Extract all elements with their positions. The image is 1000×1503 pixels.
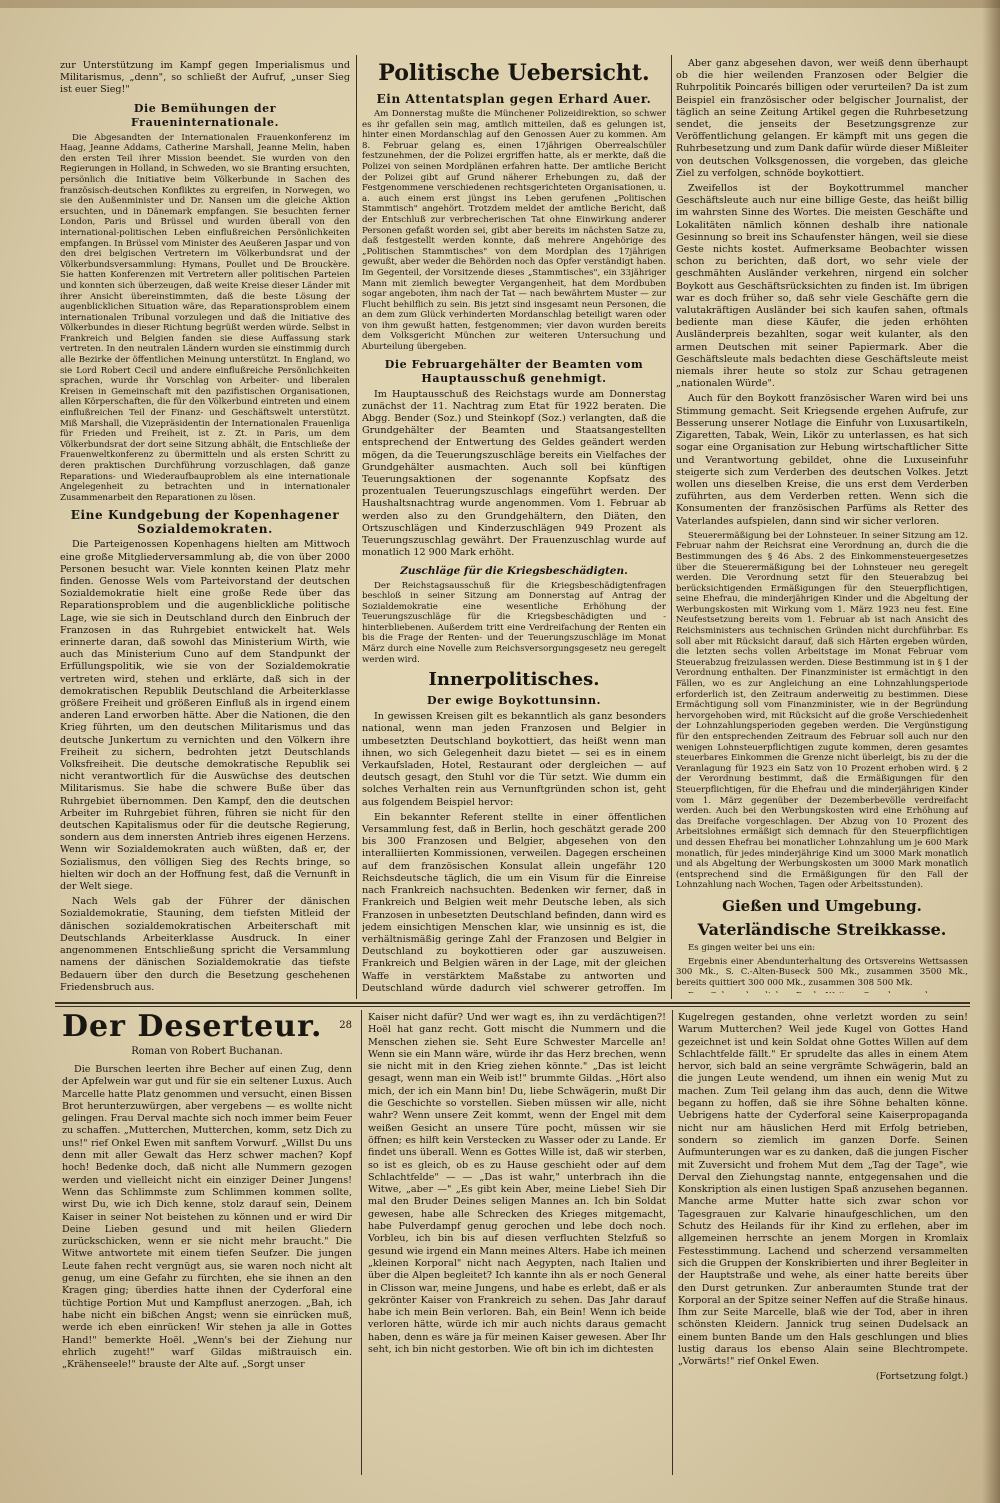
article-kopenhagen: Die Parteigenossen Kopenhagens hielten am Mittwoch eine große Mitgliederversammlung ab, die von über 2000 Personen besucht war. Viele konnten keinen Platz mehr finden. Genosse Wels vom Parteivorstand der deutschen Sozialdemokratie hielt eine große Rede über das Reparationsproblem und die augenblickliche politische Lage, wie sie sich in Deutschland durch den Einbruch der Franzosen in das Ruhrgebiet entwickelt hat. Wels erinnerte daran, daß sowohl das Ministerium Wirth, wie auch das Ministerium Cuno auf dem Standpunkt der Erfüllungspolitik, wie sie von der Sozialdemokratie vertreten wird, stehen und erklärte, daß sich in der demokratischen Republik Deutschland die Arbeiterklasse größere Freiheit und größeren Einfluß als in irgend einem anderen Land erworben hätte. Aber die Nationen, die den Krieg führten, um den deutschen Militarismus und das deutsche Junkertum zu vernichten und den Völkern ihre Freiheit zu sichern, bedrohten jetzt Deutschlands Volksfreiheit. Die deutsche demokratische Republik sei nicht verantwortlich für die Auswüchse des deutschen Militarismus. Sie habe die schwere Buße über das Ruhrgebiet übernommen. Den Kampf, den die deutschen Arbeiter im Ruhrgebiet führen, führen sie nicht für den deutschen Kapitalismus oder für die deutsche Regierung, sondern aus dem innersten Antrieb ihres eigenen Herzens. Wenn wir Sozialdemokraten auch wüßten, daß er, der Sozialismus, den völligen Sieg des Rechts bringe, so hielten wir doch an der Hoffnung fest, daß die Vernunft in der Welt siege.	[60, 539, 350, 893]
page-top-edge	[0, 0, 1000, 8]
column-divider-1	[356, 55, 357, 999]
column-3	[676, 58, 968, 993]
serial-divider-1	[361, 1010, 362, 1475]
heading-fraueninternationale: Die Bemühungen der Fraueninternationale.	[130, 101, 280, 129]
article-boykott-4: Zweifellos ist der Boykottrummel mancher Geschäftsleute auch nur eine billige Geste, das heißt billig im wahrsten Sinne des Wortes. Die meisten Geschäfte und Lokalitäten nämlich können deshalb ihre nationale Gesinnung so breit ins Schaufenster hängen, weil sie diese Geste nichts kostet. Aufmerksame Beobachter wissen schon zu berichten, daß dort, wo sehr viele der geschmähten Ausländer verkehren, nirgend ein solcher Boykott aus Geschäftsrücksichten zu finden ist. Im übrigen war es doch früher so, daß sehr viele Geschäfte gern die valutakräftigen Ausländer bei sich kaufen sahen, oftmals bediente man diese Käufer, die jeden erhöhten Ausländerpreis bezahlten, sogar weit kulanter, als den armen Deutschen mit seiner Papiermark. Aber die Geschäftsleute mals bedachten diese Geschäftsleute meist niemals ihrer heute so stolz zur Schau getragenen „nationalen Würde".	[676, 183, 968, 390]
serial-divider-top-2	[55, 1006, 970, 1007]
streikkasse-list: Ergebnis einer Abendunterhaltung des Ortsvereins Wettsassen 300 Mk., S. C.-Alten-Buseck 500 Mk., zusammen 3500 Mk., bereits quittiert 300 000 Mk., zusammen 308 500 Mk.	[676, 956, 968, 988]
column-2	[362, 58, 666, 993]
serial-column-3	[678, 1012, 968, 1474]
heading-kopenhagen: Eine Kundgebung der Kopenhagener Sozialdemokraten.	[70, 508, 340, 537]
heading-kriegsbeschaedigte: Zuschläge für die Kriegsbeschädigten.	[400, 564, 628, 577]
article-boykott-5: Auch für den Boykott französischer Waren wird bei uns Stimmung gemacht. Seit Kriegsende ergehen Aufrufe, zur Besserung unserer Notlage die Einfuhr von Luxusartikeln, Zigaretten, Tabak, Wein, Likör zu unterlassen, es hat sich sogar eine Organisation zur Hebung wirtschaftlicher Sitte und Verantwortung gebildet, ohne die Luxuseinfuhr steigerte sich zum Verderben des deutschen Volkes. Jetzt wollen uns dieselben Kreise, die uns erst dem Verderben zuführten, aus dem Verderben retten. Wenn sich die Konsumenten der französischen Parfüms als Retter des Vaterlandes aufspielen, dann sind wir sicher verloren.	[676, 393, 968, 527]
column-divider-2	[671, 55, 672, 999]
intro-paragraph: zur Unterstützung im Kampf gegen Imperialismus und Militarismus, „denn", so schließt der Aufruf, „unser Sieg ist euer Sieg!"	[60, 60, 350, 96]
streikkasse-thanks	[676, 991, 968, 993]
article-lohnsteuer: Steuerermäßigung bei der Lohnsteuer. In seiner Sitzung am 12. Februar nahm der Reichsrat eine Verordnung an, durch die die Bestimmungen des § 46 Abs. 2 des Einkommensteuergesetzes über die Steuerermäßigung bei der Lohnsteuer neu geregelt werden. Die Verordnung setzt für den Steuerabzug bei berücksichtigenden Ermäßigungen für den Steuerpflichtigen, seine Ehefrau, die minderjährigen Kinder und die Abgeltung der Werbungskosten mit Wirkung vom 1. März 1923 neu fest. Eine Neufestsetzung bereits vom 1. Februar ab ist nach Ansicht des Reichsministers aus technischen Gründen nicht durchführbar. Es soll aber mit Rücksicht darauf, daß sich Härten ergeben würden, die letzten sechs vollen Arbeitstage im Monat Februar vom Steuerabzug freizulassen werden. Diese Bestimmung ist in § 1 der Verordnung enthalten. Der Finanzminister ist ermächtigt in den Fällen, wo es zur Angleichung an eine Lohnzahlungsperiode erforderlich ist, den Zeitraum anderweitig zu bestimmen. Diese Ermächtigung soll vom Finanzminister, wie in der Begründung hervorgehoben wird, mit Rücksicht auf die große Verschiedenheit der Lohnzahlungsperioden gegeben werden. Die Vergünstigung für den entsprechenden Zeitraum des Februar soll auch nur den wenigen Lohnsteuerpflichtigen zugute kommen, deren gesamtes steuerbares Einkommen die Grenze nicht überleigt, bis zu der die Veranlagung für 1923 ein Satz von 10 Prozent erhoben wird. § 2 der Verordnung bestimmt, daß die Ermäßigungen für den Steuerpflichtigen, für die Ehefrau und die minderjährigen Kinder vom 1. März gegenüber der Dezemberbevölle verdreifacht werden. Auch bei den Werbungskosten wird eine Erhöhung auf das Dreifache vorgeschlagen. Der Abzug von 10 Prozent des Arbeitslohnes ermäßigt sich demnach für den Steuerpflichtigen und dessen Ehefrau bei monatlicher Lohnzahlung um je 600 Mark monatlich, für jedes minderjährige Kind um 3000 Mark monatlich und als Abgeltung der Werbungskosten um 3000 Mark monatlich (entsprechend sind die Ermäßigungen für den Fall der Lohnzahlung nach Wochen, Tagen oder Arbeitsstunden).	[676, 530, 968, 891]
heading-innerpolitisches: Innerpolitisches.	[428, 669, 600, 691]
article-boykott-2: Ein bekannter Referent stellte in einer öffentlichen Versammlung fest, daß in Berlin, hoch geschätzt gerade 200 bis 300 Franzosen und Belgier, abgesehen von den interalliierten Kommissionen, verweilen. Dagegen erscheinen auf dem französischen Konsulat allein ungefähr 120 Reichsdeutsche täglich, die um ein Visum für die Einreise nach Frankreich nachsuchten. Bedenken wir ferner, daß in Frankreich und Belgien weit mehr Deutsche leben, als sich Franzosen in unbesetzten Deutschland befinden, dann wird es jedem einsichtigen Menschen klar, wie unsinnig es ist, die verhältnismäßig geringe Zahl der Franzosen und Belgier in Deutschland zu boykottieren oder gar auszuweisen. Frankreich und Belgien wären in der Lage, mit der gleichen Waffe in verstärktem Maßstabe zu antworten und Deutschland würde dadurch viel schwerer getroffen. Im	[362, 811, 666, 993]
serial-title: Der Deserteur.	[62, 1009, 323, 1044]
serial-divider-top	[55, 1002, 970, 1004]
heading-politische-uebersicht: Politische Uebersicht.	[378, 60, 650, 86]
article-kriegsbeschaedigte: Der Reichstagsausschuß für die Kriegsbeschädigtenfragen beschloß in seiner Sitzung am Donnerstag auf Antrag der Sozialdemokratie eine wesentliche Erhöhung der Teuerungszuschläge für die Kriegsbeschädigten und -hinterbliebenen. Außerdem tritt eine Verdreifachung der Renten ein bis die Frage der Renten- und der Teuerungszuschläge im Monat März durch eine Novelle zum Reichsversorgungsgesetz neu geregelt werden wird.	[362, 580, 666, 665]
article-boykott-3: Aber ganz abgesehen davon, wer weiß denn überhaupt ob die hier weilenden Franzosen oder Belgier die Ruhrpolitik Poincarés billigen oder verurteilen? Da ist zum Beispiel ein französischer oder belgischer Journalist, der täglich an seine Zeitung Artikel gegen die Ruhrbesetzung sendet, die jenseits der Besetzungsgrenze zur Veröffentlichung gelangen. Er kämpft mit uns gegen die Ruhrbesetzung und zum Dank dafür würde dieser Mißleiter von deutschen Volksgenossen, die vorgeben, das gleiche Ziel zu verfolgen, schnöde boykottiert.	[676, 58, 968, 179]
heading-februargehaelter: Die Februargehälter der Beamten vom Hauptausschuß genehmigt.	[384, 357, 644, 385]
serial-text-2: Kaiser nicht dafür? Und wer wagt es, ihn zu verdächtigen?! Hoël hat ganz recht. Gott mischt die Nummern und die Menschen ziehen sie. Seht Eure Schwester Marcelle an! Wenn sie ein Mann wäre, würde ihr das Herz brechen, wenn sie nicht mit in den Krieg ziehen könnte." „Das ist leicht gesagt, wenn man ein Weib ist!" brummte Gildas. „Hört also mich, der ich ein Mann bin! Du, liebe Schwägerin, mußt Dir die Geschichte so vorstellen. Sieben müssen wir alle, nicht wahr? Wenn unsere Zeit kommt, wenn der Engel mit dem weißen Gesicht an unsere Türe pocht, müssen wir sie öffnen; es hilft kein Verstecken zu Wasser oder zu Lande. Er findet uns überall. Wenn es Gottes Wille ist, daß wir sterben, so ist es gleich, ob es zu Hause geschieht oder auf dem Schlachtfelde" — — „Das ist wahr," unterbrach ihn die Witwe, „aber —" „Es gibt kein Aber, meine Liebe! Sieh Dir mal den Bruder Deines seligen Mannes an. Ich bin Soldat gewesen, habe alle Schrecken des Krieges mitgemacht, habe Pulverdampf genug gerochen und lebe doch noch. Vorbleu, ich bin bis auf diesen verfluchten Stelzfuß so gesund wie irgend ein Mann meines Alters. Habe ich meinen „kleinen Korporal" nicht nach Aegypten, nach Italien und über die Alpen begleitet? Ich kannte ihn als er noch General in Clisson war, meine Jungens, und habe es erlebt, daß er als gekrönter Kaiser von Frankreich zu sehen. Das Jahr darauf habe ich mein Bein verloren. Bah, ein Bein! Wenn ich beide verloren hätte, würde ich mir auch nichts daraus gemacht haben, denn es wäre ja für meinen Kaiser gewesen. Aber Ihr seht, ich bin nicht gestorben. Wie oft bin ich im dichtesten	[368, 1012, 666, 1356]
article-kopenhagen-2: Nach Wels gab der Führer der dänischen Sozialdemokratie, Stauning, dem tiefsten Mitleid der dänischen sozialdemokratischen Arbeiterschaft mit Deutschlands Arbeiterklasse Ausdruck. In einer angenommenen Entschließung spricht die Versammlung namens der dänischen Sozialdemokratie das tiefste Bedauern über den durch die Besetzung geschehenen Friedensbruch aus.	[60, 896, 350, 993]
serial-subtitle: Roman von Robert Buchanan.	[131, 1046, 283, 1057]
column-1	[60, 60, 350, 995]
serial-column-2	[368, 1012, 666, 1474]
article-februargehaelter: Im Hauptausschuß des Reichstags wurde am Donnerstag zunächst der 11. Nachtrag zum Etat für 1922 beraten. Die Abgg. Bender (Soz.) und Steinkopf (Soz.) verlangten, daß die Grundgehälter der Beamten und Staatsangestellten entsprechend der Entwertung des Geldes geändert werden mögen, da die Teuerungszuschläge bereits ein Vielfaches der Grundgehälter ausmachten. Auch soll bei künftigen Teuerungsaktionen der sogenannte Kopfsatz des prozentualen Teuerungszuschlags eingeführt werden. Der Haushaltsnachtrag wurde angenommen. Vom 1. Februar ab werden also zu den Grundgehältern, den Diäten, den Ortszuschlägen und Kinderzuschlägen 949 Prozent als Teuerungszuschlag gewährt. Der Frauenzuschlag wurde auf monatlich 12 900 Mark erhöht.	[362, 388, 666, 559]
serial-column-1	[62, 1064, 352, 1474]
serial-text-3: Kugelregen gestanden, ohne verletzt worden zu sein! Warum Mutterchen? Weil jede Kugel von Gottes Hand gezeichnet ist und kein Soldat ohne Gottes Willen auf dem Schlachtfelde fällt." Er sprudelte das alles in einem Atem hervor, sich bald an seine vergrämte Schwägerin, bald an die jungen Leute wendend, um ihnen ein wenig Mut zu machen. Zum Teil gelang ihm das auch, denn die Witwe begann zu hoffen, daß sie ihre Söhne behalten könne. Uebrigens hatte der Cyderforal seine Kaiserpropaganda nicht nur am häuslichen Herd mit Erfolg betrieben, sondern so ziemlich im ganzen Dorfe. Seinen Aufmunterungen war es zu danken, daß die jungen Fischer mit Zuversicht und frohem Mut dem „Tag der Tage", wie Derval den Ziehungstag nannte, entgegensahen und die Konskription als einen lustigen Spaß anzusehen begannen. Manche arme Mutter hatte sich zwar schon vor Tagesgrauen zur Kalvarie hinaufgeschlichen, um den Schutz des Heilands für ihr Kind zu erflehen, aber im allgemeinen herrschte an jenem Morgen in Kromlaix Festesstimmung. Lachend und scherzend versammelten sich die Gruppen der Konskribierten und ihrer Begleiter in der Hauptstraße und wehe, als einer hatte bereits über den Durst getrunken. Zur anberaumten Stunde trat der Korporal an der Spitze seiner Neffen auf die Straße hinaus. Ihm zur Seite Marcelle, blaß wie der Tod, aber in ihren schönsten Kleidern. Jannick trug seinen Dudelsack an einem bunten Bande um den Hals geschlungen und blies lustig daraus los ebenso Alain seine Blechtrompete. „Vorwärts!" rief Onkel Ewen.	[678, 1012, 968, 1368]
article-fraueninternationale: Die Abgesandten der Internationalen Frauenkonferenz im Haag, Jeanne Addams, Catherine Marshall, Jeanne Melin, haben den ersten Teil ihrer Mission beendet. Sie wurden von den Regierungen in Holland, in Schweden, wo sie Branting ersuchten, persönlich die Initiative beim Völkerbunde in Sachen des französisch-deutschen Konfliktes zu ergreifen, in Norwegen, wo sie den Außenminister und Dr. Nansen um die gleiche Aktion ersuchten, und in Dänemark empfangen. Sie besuchten ferner London, Paris und Brüssel und wurden überall von den international-politischen Leben einflußreichen Persönlichkeiten empfangen. In Brüssel vom Minister des Aeußeren Jaspar und von den drei belgischen Vertretern im Völkerbundsrat und der Völkerbundsversammlung: Hymans, Poullet und De Brouckère. Sie hatten Konferenzen mit Vertretern aller politischen Parteien und konnten sich überzeugen, daß weite Kreise dieser Länder mit ihrer Ansicht übereinstimmten, daß die beste Lösung der augenblicklichen Situation wäre, das Reparationsproblem einem internationalen Tribunal vorzulegen und daß die Initiative des Völkerbundes in dieser Richtung begrüßt werden würde. Selbst in Frankreich und Belgien fanden sie diese Auffassung stark vertreten. In den neutralen Ländern wurden sie einstimmig durch alle Bezirke der öffentlichen Meinung unterstützt. In England, wo sie Lord Robert Cecil und andere einflußreiche Persönlichkeiten sprachen, wurde ihr Vorschlag von Arbeiter- und liberalen Kreisen in Gemeinschaft mit den pazifistischen Organisationen, allen Körperschaften, die für den Völkerbund eintreten und einem einflußreichen Teil der Finanz- und Geschäftswelt unterstützt. Miß Marshall, die Vizepräsidentin der Internationalen Frauenliga für Frieden und Freiheit, ist z. Zt. in Paris, um dem Völkerbundsrat der dort seine Sitzung abhält, die Entschließe der Frauenweltkonferenz zu übermitteln und als ersten Schritt zu deren praktischen Durchführung vorzuschlagen, daß ganze Reparations- und Wiederaufbauproblem als eine internationale Angelegenheit zu betrachten und in internationaler Zusammenarbeit den Reparationen zu lösen.	[60, 132, 350, 503]
serial-text-1: Die Burschen leerten ihre Becher auf einen Zug, denn der Apfelwein war gut und für sie ein seltener Luxus. Auch Marcelle hatte Platz genommen und versucht, einen Bissen Brot herunterzuwürgen, aber vergebens — es wollte nicht gelingen. Frau Derval machte sich noch immer beim Feuer zu schaffen. „Mutterchen, Mutterchen, komm, setz Dich zu uns!" rief Onkel Ewen mit sanftem Vorwurf. „Willst Du uns denn mit aller Gewalt das Herz schwer machen? Kopf hoch! Bedenke doch, daß nicht alle Nummern gezogen werden und vielleicht nicht ein einziger Deiner Jungens! Wenn das Schlimmste zum Schlimmen kommen sollte, wirst Du, wie ich Dich kenne, stolz darauf sein, Deinem Kaiser in seiner Not beistehen zu können und er wird Dir Deine Lieben gesund und mit heilen Gliedern zurückschicken, wenn er sie nicht mehr braucht." Die Witwe antwortete mit einem tiefen Seufzer. Die jungen Leute fahen recht vergnügt aus, sie waren noch nicht alt genug, um eine Gefahr zu fürchten, ehe sie ihnen an den Kragen ging; überdies hatte ihnen der Cyderforal eine tüchtige Portion Mut und Kampflust anerzogen. „Bah, ich habe nicht ein bißchen Angst; wenn sie einrücken muß, werde ich eben einrücken! Wir stehen ja alle in Gottes Hand!" bemerkte Hoël. „Wenn's bei der Ziehung nur ehrlich zugeht!" warf Gildas mißtrauisch ein. „Krähenseele!" brauste der Alte auf. „Sorgt unser	[62, 1064, 352, 1371]
page-right-edge	[982, 0, 1000, 1503]
heading-attentatsplan: Ein Attentatsplan gegen Erhard Auer.	[376, 92, 652, 106]
article-boykott-1: In gewissen Kreisen gilt es bekanntlich als ganz besonders national, wenn man jeden Franzosen und Belgier in umbesetzten Deutschland boykottiert, das heißt wenn man ihnen, wo sich Gelegenheit dazu bietet — sei es in einem Verkaufsladen, Hotel, Restaurant oder dergleichen — auf deutsch gesagt, den Stuhl vor die Tür setzt. Wie dumm ein solches Verhalten rein aus Vernunftgründen schon ist, geht aus folgendem Beispiel hervor:	[362, 711, 666, 808]
serial-continuation: (Fortsetzung folgt.)	[875, 1370, 968, 1382]
serial-number: 28	[339, 1020, 352, 1031]
heading-boykottunsinn: Der ewige Boykottunsinn.	[426, 694, 602, 708]
article-attentatsplan: Am Donnerstag mußte die Münchener Polizeidirektion, so schwer es ihr gefallen sein mag, amtlich mitteilen, daß es gelungen ist, hinter einen Mordanschlag auf den Genossen Auer zu kommen. Am 8. Februar gelang es, einen 17jährigen Oberrealschüler festzunehmen, der die Polizei ergriffen hatte, als er merkte, daß die Polizei von seinen Mordplänen erfahren hatte. Der amtliche Bericht der Polizei gibt auf Grund näherer Erhebungen zu, daß der Festgenommene verschiedenen rechtsgerichteten Organisationen, u. a. auch einem erst jüngst ins Leben gerufenen „Politischen Stammtisch" angehört. Trotzdem meldet der amtliche Bericht, daß der Entschluß zur verbrecherischen Tat ohne Einwirkung anderer Personen gefaßt worden sei, gibt aber bereits im nächsten Satze zu, daß festgestellt werden konnte, daß mehrere Angehörige des „Politischen Stammtisches" von dem Mordplan des 17jährigen gewußt, aber weder die Behörden noch das Opfer verständigt haben. Im Gegenteil, der Vorsitzende dieses „Stammtisches", ein 33jähriger Mann mit ziemlich bewegter Vergangenheit, hat dem Mordbuben sogar angeboten, ihm nach der Tat — nach bewährtem Muster — zur Flucht behilflich zu sein. Bis jetzt sind insgesamt neun Personen, die an dem zum Glück verhinderten Mordanschlag beteiligt waren oder von ihm gewußt hatten, festgenommen; vier davon wurden bereits dem Volksgericht München zur weiteren Untersuchung und Aburteilung übergeben.	[362, 109, 666, 353]
heading-streikkasse: Vaterländische Streikkasse.	[697, 919, 947, 939]
heading-giessen: Gießen und Umgebung.	[722, 896, 922, 915]
serial-divider-2	[672, 1010, 673, 1475]
streikkasse-intro: Es gingen weiter bei uns ein:	[688, 942, 816, 953]
serial-header	[62, 1010, 352, 1062]
